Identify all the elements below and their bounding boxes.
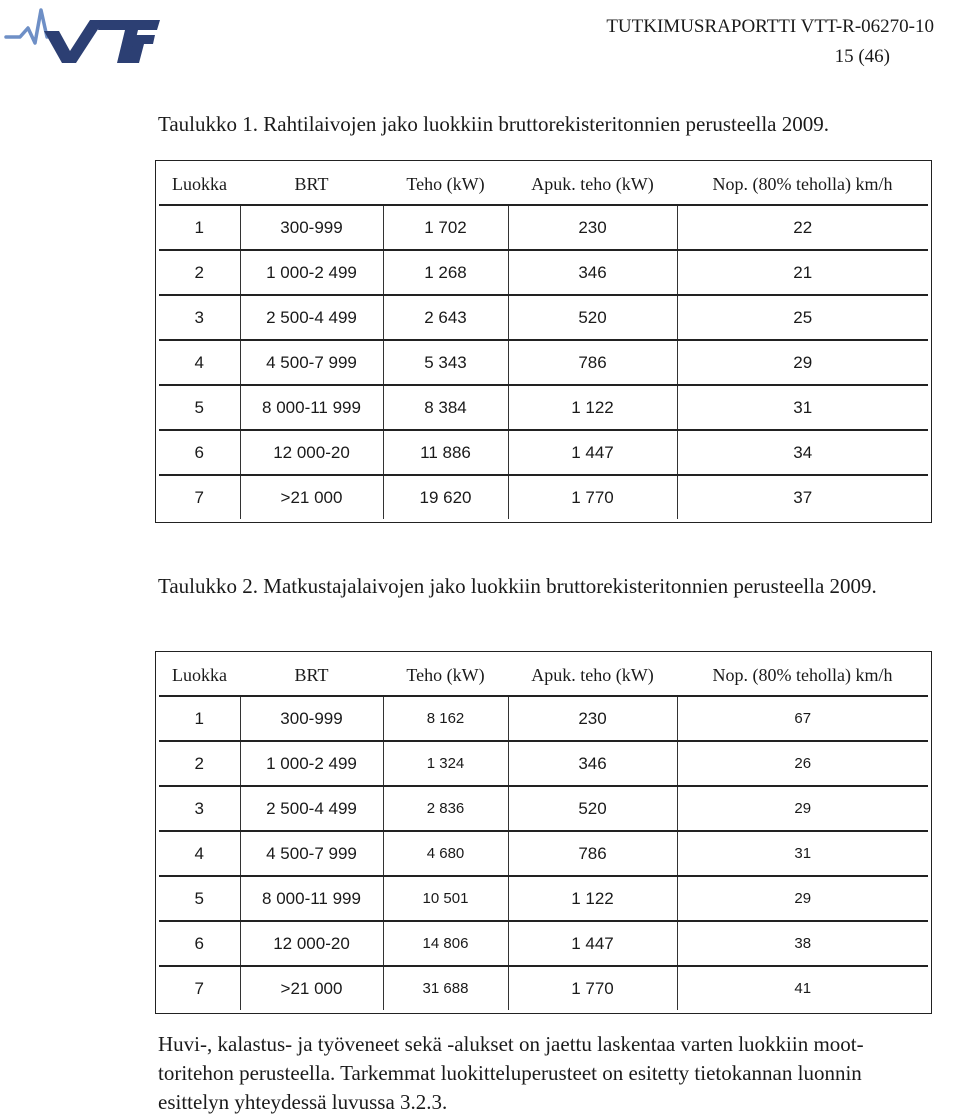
table-cell: 29 [677,786,928,831]
table-cell: 1 447 [508,921,677,966]
page-number: 15 (46) [834,46,890,67]
table-row [159,250,928,295]
table-cell: 21 [677,250,928,295]
table-header-row [159,164,928,205]
table-cell: 29 [677,340,928,385]
table1-caption: Taulukko 1. Rahtilaivojen jako luokkiin bruttorekisteritonnien perusteella 2009. [158,112,829,136]
table-cell: 8 000-11 999 [240,385,383,430]
column-header: Apuk. teho (kW) [531,173,654,194]
table-cell: 6 [159,430,240,475]
table-row [159,205,928,250]
table-cell: 1 122 [508,876,677,921]
table-cell: 1 324 [383,741,508,786]
body-paragraph [158,1030,958,1117]
table-cell: 786 [508,831,677,876]
table-cell: 41 [677,966,928,1010]
table-cell: 1 122 [508,385,677,430]
table-row [159,876,928,921]
table-cell: 230 [508,205,677,250]
column-header: BRT [294,664,329,685]
paragraph-line: esittelyn yhteydessä luvussa 3.2.3. [158,1090,448,1114]
table-row [159,966,928,1010]
table-cell: 346 [508,250,677,295]
table-cell: 2 [159,741,240,786]
table-cell: 520 [508,786,677,831]
table-row [159,921,928,966]
table-cell: 1 702 [383,205,508,250]
table-cell: 1 268 [383,250,508,295]
table-cell: >21 000 [240,475,383,519]
table-cell: 26 [677,741,928,786]
vtt-logo [4,6,160,64]
column-header: BRT [294,173,329,194]
table-cell: 786 [508,340,677,385]
table-cell: 3 [159,786,240,831]
table1-grid [159,164,928,519]
table-cell: >21 000 [240,966,383,1010]
table-cell: 34 [677,430,928,475]
column-header: Nop. (80% teholla) km/h [712,664,893,685]
report-title: TUTKIMUSRAPORTTI VTT-R-06270-10 [606,16,934,37]
table-cell: 8 384 [383,385,508,430]
table-cell: 25 [677,295,928,340]
table-cell: 31 [677,385,928,430]
table-row [159,696,928,741]
table-cell: 3 [159,295,240,340]
table-cell: 2 [159,250,240,295]
table-cell: 2 836 [383,786,508,831]
table-cell: 1 447 [508,430,677,475]
table-cell: 346 [508,741,677,786]
column-header: Nop. (80% teholla) km/h [712,173,893,194]
table-cell: 8 162 [383,696,508,741]
table-cell: 2 500-4 499 [240,295,383,340]
vtt-logo-graphic [4,6,160,64]
table-cell: 520 [508,295,677,340]
column-header: Luokka [172,173,227,194]
table-cell: 2 643 [383,295,508,340]
table-cell: 11 886 [383,430,508,475]
column-header: Teho (kW) [406,173,485,194]
table-cell: 7 [159,475,240,519]
table-cell: 2 500-4 499 [240,786,383,831]
table-cell: 1 000-2 499 [240,250,383,295]
table-cell: 6 [159,921,240,966]
table2 [155,651,932,1014]
table-cell: 5 343 [383,340,508,385]
table-cell: 12 000-20 [240,430,383,475]
table-cell: 38 [677,921,928,966]
table-row [159,295,928,340]
table-row [159,475,928,519]
table-cell: 7 [159,966,240,1010]
table-row [159,340,928,385]
table-cell: 1 770 [508,475,677,519]
table-cell: 22 [677,205,928,250]
table-cell: 4 [159,340,240,385]
table-cell: 300-999 [240,696,383,741]
table-cell: 31 688 [383,966,508,1010]
table1 [155,160,932,523]
table-cell: 5 [159,385,240,430]
paragraph-line: Huvi-, kalastus- ja työveneet sekä -alukset on jaettu laskentaa varten luokkiin moot- [158,1032,864,1056]
table-cell: 1 [159,696,240,741]
table-cell: 37 [677,475,928,519]
table2-caption: Taulukko 2. Matkustajalaivojen jako luokkiin bruttorekisteritonnien perusteella 2009. [158,574,877,598]
table-cell: 31 [677,831,928,876]
column-header: Apuk. teho (kW) [531,664,654,685]
table-cell: 67 [677,696,928,741]
table-cell: 300-999 [240,205,383,250]
table-cell: 230 [508,696,677,741]
table-cell: 4 680 [383,831,508,876]
table-row [159,786,928,831]
table-row [159,741,928,786]
table-header-row [159,655,928,696]
table2-grid [159,655,928,1010]
table-cell: 19 620 [383,475,508,519]
table-cell: 1 770 [508,966,677,1010]
table-cell: 4 [159,831,240,876]
table-cell: 4 500-7 999 [240,831,383,876]
table-cell: 29 [677,876,928,921]
table-cell: 1 000-2 499 [240,741,383,786]
column-header: Luokka [172,664,227,685]
paragraph-line: toritehon perusteella. Tarkemmat luokitteluperusteet on esitetty tietokannan luonnin [158,1061,862,1085]
table-row [159,831,928,876]
column-header: Teho (kW) [406,664,485,685]
table-cell: 4 500-7 999 [240,340,383,385]
table-cell: 8 000-11 999 [240,876,383,921]
table-cell: 10 501 [383,876,508,921]
table-cell: 1 [159,205,240,250]
table-cell: 14 806 [383,921,508,966]
table-cell: 12 000-20 [240,921,383,966]
table-row [159,430,928,475]
table-row [159,385,928,430]
table-cell: 5 [159,876,240,921]
